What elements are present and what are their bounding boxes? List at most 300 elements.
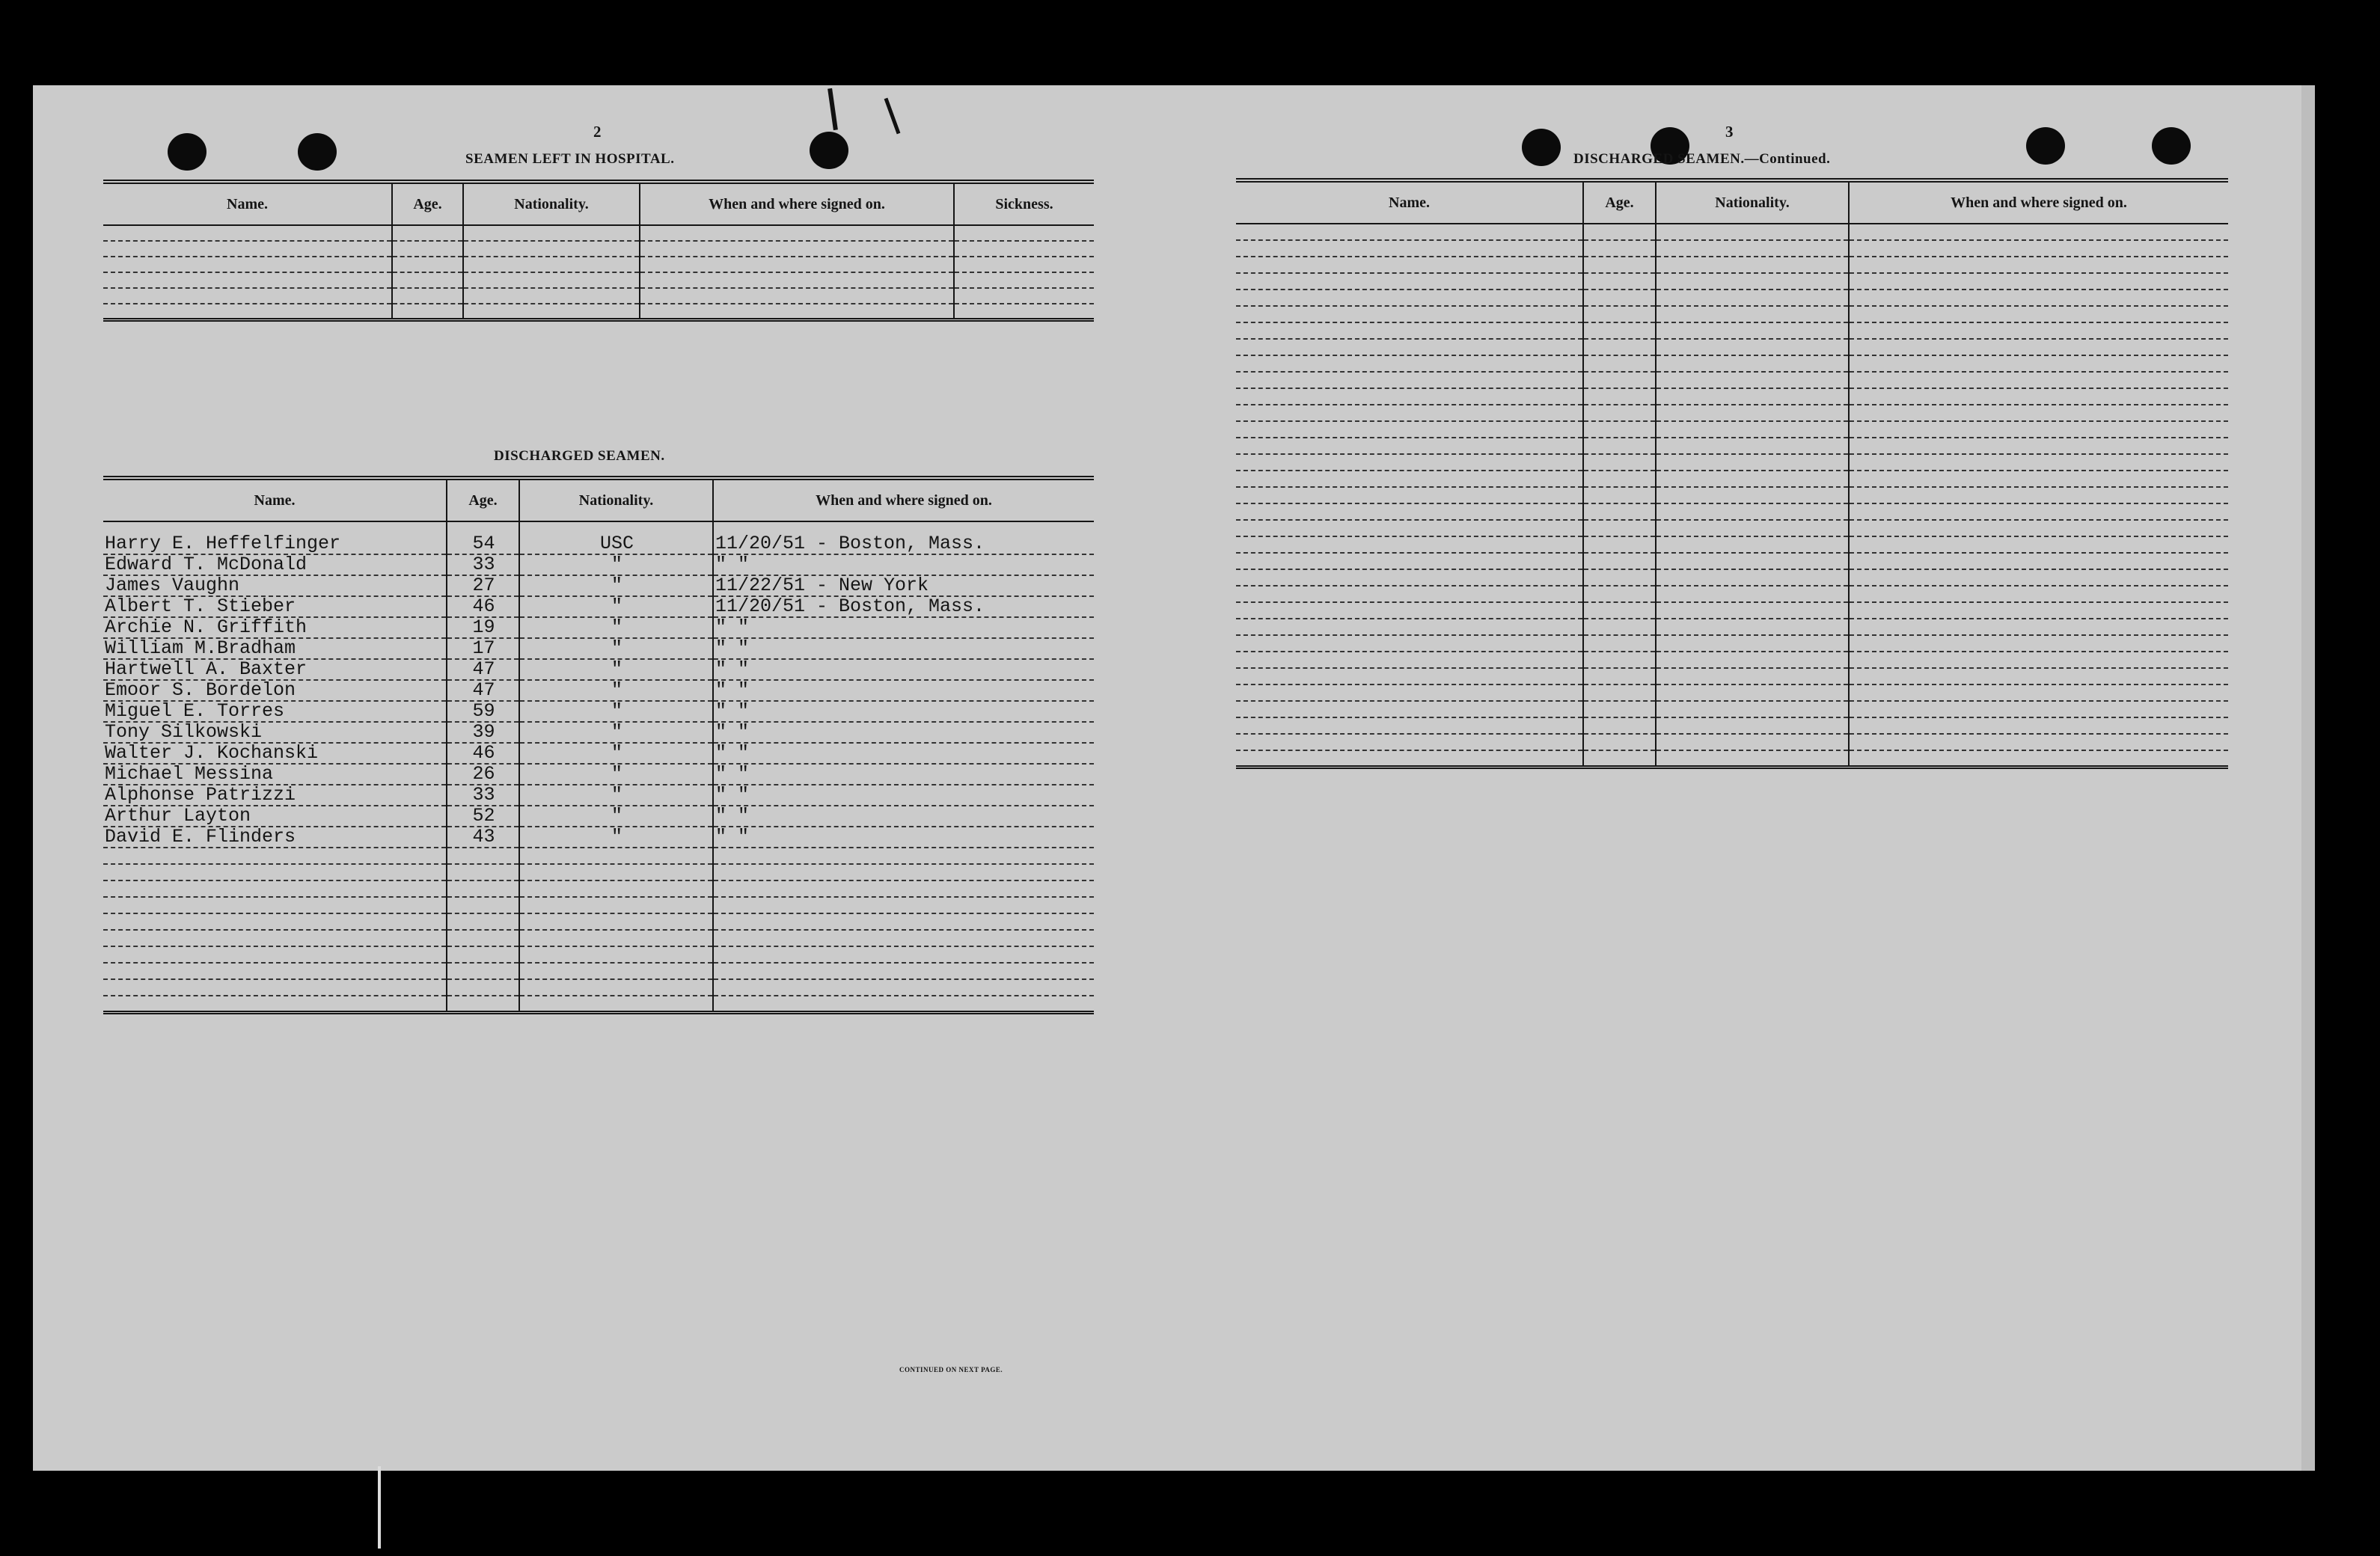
column-header-nationality: Nationality. — [463, 182, 640, 225]
seaman-name: Arthur Layton — [103, 806, 447, 827]
empty-cell — [1236, 388, 1583, 405]
empty-cell — [103, 304, 392, 319]
empty-cell — [447, 864, 519, 880]
seaman-age: 27 — [447, 575, 519, 596]
ink-mark — [378, 1466, 381, 1549]
empty-cell — [1583, 355, 1656, 372]
table-row — [1236, 257, 2228, 273]
seaman-name: Albert T. Stieber — [103, 596, 447, 617]
empty-cell — [447, 880, 519, 897]
empty-cell — [1583, 717, 1656, 734]
column-header-nationality: Nationality. — [1656, 180, 1849, 224]
hospital-table — [103, 180, 1094, 322]
seaman-signed-on: " " — [713, 680, 1094, 701]
column-header-signed-on: When and where signed on. — [640, 182, 954, 225]
empty-cell — [1236, 668, 1583, 684]
empty-cell — [1656, 553, 1849, 569]
empty-cell — [519, 996, 713, 1012]
empty-cell — [103, 225, 392, 241]
table-row — [103, 288, 1094, 304]
column-header-age: Age. — [1583, 180, 1656, 224]
empty-cell — [1236, 536, 1583, 553]
seaman-nationality: " — [519, 575, 713, 596]
empty-cell — [1656, 257, 1849, 273]
empty-cell — [103, 996, 447, 1012]
empty-cell — [640, 304, 954, 319]
empty-cell — [447, 979, 519, 996]
empty-cell — [1656, 520, 1849, 536]
empty-cell — [1583, 421, 1656, 438]
seaman-nationality: " — [519, 701, 713, 722]
table-row — [1236, 273, 2228, 290]
seaman-signed-on: " " — [713, 827, 1094, 848]
empty-cell — [1849, 438, 2228, 454]
empty-cell — [1583, 586, 1656, 602]
empty-cell — [1656, 734, 1849, 750]
empty-cell — [1236, 471, 1583, 487]
empty-cell — [1236, 635, 1583, 652]
seaman-nationality: " — [519, 554, 713, 575]
empty-cell — [1656, 668, 1849, 684]
empty-cell — [447, 897, 519, 913]
empty-cell — [1656, 290, 1849, 306]
empty-cell — [103, 946, 447, 963]
empty-cell — [519, 897, 713, 913]
table-row — [103, 241, 1094, 257]
empty-cell — [1236, 717, 1583, 734]
empty-cell — [519, 913, 713, 930]
empty-cell — [1849, 257, 2228, 273]
empty-cell — [1236, 619, 1583, 635]
seaman-age: 47 — [447, 680, 519, 701]
empty-cell — [1849, 520, 2228, 536]
empty-cell — [1849, 240, 2228, 257]
paper-edge — [2301, 85, 2315, 1471]
table-row — [103, 521, 1094, 554]
empty-cell — [1583, 520, 1656, 536]
empty-cell — [640, 257, 954, 272]
table-row — [1236, 701, 2228, 717]
punch-hole — [810, 132, 848, 169]
empty-cell — [447, 963, 519, 979]
empty-cell — [954, 257, 1094, 272]
empty-cell — [1849, 290, 2228, 306]
seaman-nationality: " — [519, 785, 713, 806]
table-row — [103, 743, 1094, 764]
seaman-age: 39 — [447, 722, 519, 743]
table-row — [103, 272, 1094, 288]
column-header-name: Name. — [1236, 180, 1583, 224]
empty-cell — [463, 304, 640, 319]
empty-cell — [1849, 487, 2228, 503]
seaman-name: Tony Silkowski — [103, 722, 447, 743]
table-row — [103, 913, 1094, 930]
table-row — [1236, 586, 2228, 602]
empty-cell — [1849, 750, 2228, 767]
empty-cell — [1849, 701, 2228, 717]
table-row — [103, 638, 1094, 659]
table-row — [103, 806, 1094, 827]
seaman-age: 46 — [447, 743, 519, 764]
empty-cell — [1236, 405, 1583, 421]
empty-cell — [519, 864, 713, 880]
empty-cell — [1849, 684, 2228, 701]
empty-cell — [1236, 487, 1583, 503]
empty-cell — [1583, 388, 1656, 405]
seaman-signed-on: " " — [713, 659, 1094, 680]
empty-cell — [1656, 717, 1849, 734]
table-row — [1236, 717, 2228, 734]
empty-cell — [713, 946, 1094, 963]
seaman-name: Harry E. Heffelfinger — [103, 521, 447, 554]
table-row — [103, 946, 1094, 963]
empty-cell — [1236, 306, 1583, 322]
empty-cell — [713, 864, 1094, 880]
seaman-name: Walter J. Kochanski — [103, 743, 447, 764]
empty-cell — [519, 946, 713, 963]
empty-cell — [1236, 257, 1583, 273]
empty-cell — [1656, 372, 1849, 388]
seaman-nationality: " — [519, 743, 713, 764]
table-row — [103, 963, 1094, 979]
seaman-nationality: " — [519, 680, 713, 701]
empty-cell — [954, 272, 1094, 288]
empty-cell — [1656, 355, 1849, 372]
empty-cell — [1236, 372, 1583, 388]
table-row — [1236, 487, 2228, 503]
empty-cell — [447, 996, 519, 1012]
empty-cell — [713, 913, 1094, 930]
empty-cell — [519, 979, 713, 996]
empty-cell — [1849, 734, 2228, 750]
column-header-sickness: Sickness. — [954, 182, 1094, 225]
empty-cell — [1656, 701, 1849, 717]
table-row — [103, 848, 1094, 864]
empty-cell — [1236, 240, 1583, 257]
empty-cell — [1583, 668, 1656, 684]
empty-cell — [954, 288, 1094, 304]
empty-cell — [392, 272, 463, 288]
empty-cell — [1849, 635, 2228, 652]
discharged-continued-table — [1236, 178, 2228, 769]
empty-cell — [1583, 536, 1656, 553]
empty-cell — [640, 272, 954, 288]
empty-cell — [392, 257, 463, 272]
empty-cell — [1656, 454, 1849, 471]
table-row — [103, 617, 1094, 638]
empty-cell — [1583, 602, 1656, 619]
empty-cell — [1236, 454, 1583, 471]
empty-cell — [1236, 322, 1583, 339]
column-header-signed-on: When and where signed on. — [1849, 180, 2228, 224]
empty-cell — [1656, 652, 1849, 668]
table-row — [103, 225, 1094, 241]
table-header-row — [103, 478, 1094, 521]
empty-cell — [1849, 339, 2228, 355]
seaman-nationality: " — [519, 764, 713, 785]
table-row — [1236, 306, 2228, 322]
empty-cell — [1656, 421, 1849, 438]
empty-cell — [1656, 306, 1849, 322]
empty-cell — [1583, 454, 1656, 471]
empty-cell — [1236, 339, 1583, 355]
empty-cell — [103, 257, 392, 272]
empty-cell — [1849, 421, 2228, 438]
table-row — [103, 304, 1094, 319]
empty-cell — [1656, 224, 1849, 240]
empty-cell — [1583, 701, 1656, 717]
column-header-name: Name. — [103, 182, 392, 225]
table-row — [1236, 224, 2228, 240]
empty-cell — [954, 241, 1094, 257]
empty-cell — [1849, 602, 2228, 619]
empty-cell — [1656, 339, 1849, 355]
table-row — [103, 880, 1094, 897]
empty-cell — [1849, 652, 2228, 668]
table-row — [1236, 372, 2228, 388]
seaman-nationality: " — [519, 638, 713, 659]
hospital-section-title: SEAMEN LEFT IN HOSPITAL. — [465, 151, 675, 167]
empty-cell — [392, 241, 463, 257]
empty-cell — [519, 848, 713, 864]
empty-cell — [519, 930, 713, 946]
seaman-nationality: " — [519, 722, 713, 743]
table-row — [103, 257, 1094, 272]
seaman-name: Michael Messina — [103, 764, 447, 785]
empty-cell — [1236, 224, 1583, 240]
empty-cell — [1236, 652, 1583, 668]
table-row — [103, 680, 1094, 701]
empty-cell — [1236, 569, 1583, 586]
empty-cell — [713, 897, 1094, 913]
table-row — [1236, 619, 2228, 635]
empty-cell — [1583, 438, 1656, 454]
empty-cell — [1583, 306, 1656, 322]
empty-cell — [1236, 750, 1583, 767]
table-row — [1236, 322, 2228, 339]
seaman-signed-on: 11/22/51 - New York — [713, 575, 1094, 596]
empty-cell — [1583, 652, 1656, 668]
empty-cell — [392, 288, 463, 304]
empty-cell — [1849, 355, 2228, 372]
seaman-name: Edward T. McDonald — [103, 554, 447, 575]
empty-cell — [1583, 224, 1656, 240]
table-row — [1236, 652, 2228, 668]
empty-cell — [1236, 520, 1583, 536]
empty-cell — [1236, 421, 1583, 438]
empty-cell — [1849, 668, 2228, 684]
empty-cell — [463, 288, 640, 304]
table-row — [103, 827, 1094, 848]
table-row — [1236, 421, 2228, 438]
seaman-age: 52 — [447, 806, 519, 827]
empty-cell — [447, 913, 519, 930]
empty-cell — [1849, 553, 2228, 569]
empty-cell — [103, 913, 447, 930]
empty-cell — [1849, 273, 2228, 290]
empty-cell — [1656, 471, 1849, 487]
seaman-age: 26 — [447, 764, 519, 785]
empty-cell — [1656, 240, 1849, 257]
table-row — [1236, 684, 2228, 701]
table-row — [1236, 290, 2228, 306]
empty-cell — [392, 304, 463, 319]
empty-cell — [1583, 750, 1656, 767]
table-row — [103, 979, 1094, 996]
empty-cell — [1849, 306, 2228, 322]
punch-hole — [1522, 129, 1561, 166]
table-row — [103, 722, 1094, 743]
empty-cell — [1849, 536, 2228, 553]
empty-cell — [103, 979, 447, 996]
empty-cell — [463, 272, 640, 288]
empty-cell — [1656, 619, 1849, 635]
empty-cell — [447, 848, 519, 864]
table-row — [1236, 405, 2228, 421]
seaman-signed-on: " " — [713, 638, 1094, 659]
seaman-nationality: " — [519, 617, 713, 638]
table-row — [1236, 339, 2228, 355]
empty-cell — [1849, 372, 2228, 388]
empty-cell — [1583, 471, 1656, 487]
empty-cell — [1849, 503, 2228, 520]
seaman-signed-on: " " — [713, 806, 1094, 827]
empty-cell — [1656, 750, 1849, 767]
empty-cell — [1583, 405, 1656, 421]
table-row — [1236, 602, 2228, 619]
table-row — [1236, 734, 2228, 750]
empty-cell — [1849, 717, 2228, 734]
empty-cell — [1583, 290, 1656, 306]
empty-cell — [447, 930, 519, 946]
empty-cell — [1849, 405, 2228, 421]
table-row — [1236, 471, 2228, 487]
table-row — [1236, 553, 2228, 569]
empty-cell — [1849, 586, 2228, 602]
empty-cell — [463, 257, 640, 272]
column-header-age: Age. — [392, 182, 463, 225]
seaman-age: 19 — [447, 617, 519, 638]
empty-cell — [103, 848, 447, 864]
empty-cell — [713, 996, 1094, 1012]
table-row — [1236, 240, 2228, 257]
empty-cell — [103, 880, 447, 897]
empty-cell — [463, 241, 640, 257]
table-row — [1236, 355, 2228, 372]
table-row — [103, 996, 1094, 1012]
table-row — [1236, 569, 2228, 586]
empty-cell — [1583, 734, 1656, 750]
empty-cell — [1656, 487, 1849, 503]
empty-cell — [1583, 273, 1656, 290]
empty-cell — [1583, 635, 1656, 652]
empty-cell — [1236, 290, 1583, 306]
right-page-title: DISCHARGED SEAMEN.—Continued. — [1573, 151, 1831, 167]
seaman-signed-on: " " — [713, 764, 1094, 785]
empty-cell — [640, 225, 954, 241]
table-row — [1236, 750, 2228, 767]
empty-cell — [1583, 372, 1656, 388]
empty-cell — [103, 241, 392, 257]
empty-cell — [713, 963, 1094, 979]
discharged-table — [103, 476, 1094, 1014]
page-number-left: 2 — [593, 123, 602, 141]
empty-cell — [1656, 635, 1849, 652]
table-row — [103, 575, 1094, 596]
empty-cell — [713, 848, 1094, 864]
empty-cell — [1236, 438, 1583, 454]
table-row — [103, 785, 1094, 806]
seaman-age: 46 — [447, 596, 519, 617]
empty-cell — [954, 304, 1094, 319]
empty-cell — [1583, 684, 1656, 701]
punch-hole — [2026, 127, 2065, 165]
column-header-signed-on: When and where signed on. — [713, 478, 1094, 521]
empty-cell — [640, 288, 954, 304]
empty-cell — [1656, 273, 1849, 290]
page-number-right: 3 — [1725, 123, 1734, 141]
empty-cell — [1583, 487, 1656, 503]
seaman-signed-on: 11/20/51 - Boston, Mass. — [713, 521, 1094, 554]
empty-cell — [713, 930, 1094, 946]
seaman-signed-on: " " — [713, 743, 1094, 764]
empty-cell — [954, 225, 1094, 241]
table-row — [1236, 454, 2228, 471]
empty-cell — [1656, 602, 1849, 619]
seaman-age: 33 — [447, 554, 519, 575]
empty-cell — [103, 272, 392, 288]
empty-cell — [1583, 569, 1656, 586]
empty-cell — [1583, 553, 1656, 569]
empty-cell — [103, 864, 447, 880]
empty-cell — [1656, 503, 1849, 520]
table-row — [1236, 536, 2228, 553]
empty-cell — [1849, 569, 2228, 586]
empty-cell — [519, 963, 713, 979]
seaman-nationality: " — [519, 827, 713, 848]
punch-hole — [298, 133, 337, 171]
empty-cell — [1236, 701, 1583, 717]
punch-hole — [168, 133, 207, 171]
empty-cell — [1656, 684, 1849, 701]
table-row — [1236, 520, 2228, 536]
seaman-name: Miguel E. Torres — [103, 701, 447, 722]
empty-cell — [1236, 355, 1583, 372]
seaman-nationality: USC — [519, 521, 713, 554]
seaman-signed-on: 11/20/51 - Boston, Mass. — [713, 596, 1094, 617]
table-row — [1236, 503, 2228, 520]
table-row — [1236, 438, 2228, 454]
empty-cell — [1236, 273, 1583, 290]
seaman-signed-on: " " — [713, 785, 1094, 806]
seaman-age: 17 — [447, 638, 519, 659]
empty-cell — [447, 946, 519, 963]
empty-cell — [103, 288, 392, 304]
empty-cell — [1583, 240, 1656, 257]
table-row — [103, 897, 1094, 913]
empty-cell — [713, 979, 1094, 996]
table-row — [103, 764, 1094, 785]
table-row — [103, 554, 1094, 575]
empty-cell — [1849, 471, 2228, 487]
table-row — [103, 930, 1094, 946]
empty-cell — [1656, 405, 1849, 421]
seaman-signed-on: " " — [713, 554, 1094, 575]
empty-cell — [640, 241, 954, 257]
empty-cell — [392, 225, 463, 241]
seaman-name: Alphonse Patrizzi — [103, 785, 447, 806]
empty-cell — [1583, 619, 1656, 635]
